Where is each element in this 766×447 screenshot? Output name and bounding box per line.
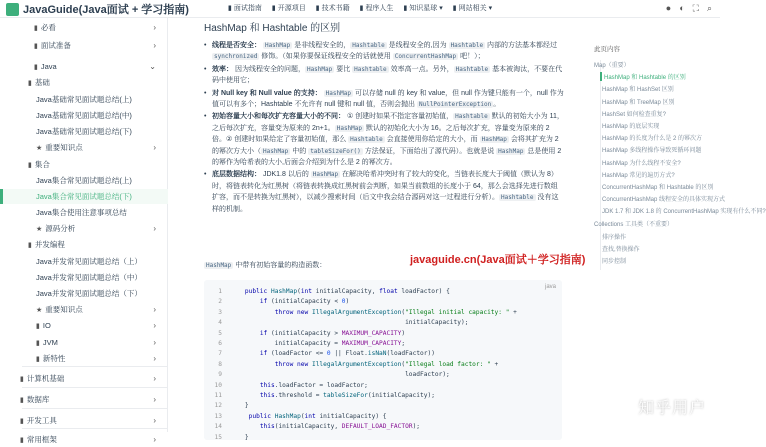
site-watermark: javaguide.cn(Java面试＋学习指南)	[410, 254, 586, 266]
sidebar-item[interactable]	[0, 75, 168, 90]
sidebar-divider	[22, 366, 168, 367]
folder-icon: ▮	[28, 241, 32, 249]
toc-item[interactable]: HashMap 常见的遍历方式?	[602, 172, 675, 179]
line-number: 5	[218, 329, 222, 337]
folder-icon: ▮	[36, 339, 40, 347]
sidebar	[0, 18, 168, 444]
hashmap-code: HashMap	[206, 262, 232, 269]
nav-link-icon: ▮	[315, 5, 320, 12]
sidebar-item[interactable]	[0, 157, 168, 172]
sidebar-item-label: 源码分析	[45, 224, 76, 233]
nav-link-label: 网站相关 ▾	[458, 5, 493, 12]
sidebar-item-label: 重要知识点	[45, 305, 83, 314]
sidebar-item-label: Java集合常见面试题总结(上)	[36, 176, 132, 185]
sidebar-item[interactable]	[0, 59, 168, 74]
sidebar-item-label: 面试准备	[40, 41, 71, 50]
code-line: 5 if (initialCapacity > MAXIMUM_CAPACITY)	[210, 329, 517, 339]
nav-link-label: 开源项目	[277, 5, 306, 12]
sidebar-item-label: 重要知识点	[45, 143, 83, 152]
top-icons	[666, 3, 712, 14]
sidebar-item-label: 开发工具	[26, 416, 57, 425]
code-line: 15 }	[210, 433, 517, 443]
chevron-icon[interactable]: ›	[153, 395, 156, 404]
code-line: 13 public HashMap(int initialCapacity) {	[210, 412, 517, 422]
toc-item[interactable]: 排序操作	[602, 234, 627, 241]
code-block	[204, 280, 562, 440]
chevron-icon[interactable]: ›	[153, 321, 156, 330]
toc-item[interactable]: HashMap 和 HashSet 区别	[602, 87, 674, 94]
constructor-caption-text: 中带有初始容量的构造函数：	[233, 262, 327, 269]
list-item: • 对 Null key 和 Null value 的支持： HashMap 可以存储 null 的 key 和 value，但 null 作为键只能有一个，null 作为值可以有多个；Hashtable 不允许有 null 键和 null 值，否则会抛出 NullPointerException 。	[204, 88, 564, 111]
toc-item[interactable]: HashSet 如何检查重复?	[602, 111, 667, 118]
nav-link-label: 知识星球 ▾	[409, 5, 443, 12]
line-number: 14	[214, 423, 222, 431]
nav-link-icon: ▮	[271, 5, 276, 12]
sidebar-item[interactable]	[0, 20, 168, 35]
sidebar-divider	[22, 408, 168, 409]
sidebar-item-label: 计算机基础	[26, 374, 65, 383]
nav-link-label: 程序人生	[365, 5, 394, 12]
comparison-list	[204, 40, 564, 216]
nav-link[interactable]	[403, 3, 442, 13]
line-number: 8	[218, 360, 222, 368]
sidebar-item[interactable]	[0, 189, 168, 204]
sidebar-item-label: Java基础常见面试题总结(上)	[36, 95, 132, 104]
toc-item[interactable]: HashMap 多线程操作导致死循环问题	[602, 148, 702, 155]
code-line: 11 this.threshold = tableSizeFor(initialCapacity);	[210, 391, 517, 401]
sidebar-item[interactable]	[0, 286, 168, 301]
star-icon: ★	[36, 306, 43, 314]
code-line: 9 loadFactor);	[210, 370, 517, 380]
code-line: 6 initialCapacity = MAXIMUM_CAPACITY;	[210, 339, 517, 349]
sidebar-item[interactable]	[0, 270, 168, 285]
code-language-label: java	[544, 284, 556, 290]
code-line: 3 throw new IllegalArgumentException("Illegal initial capacity: " +	[210, 308, 517, 318]
sidebar-item[interactable]	[0, 413, 168, 428]
folder-icon: ▮	[36, 355, 40, 363]
code-line: 4 initialCapacity);	[210, 318, 517, 328]
toc-item[interactable]: JDK 1.7 和 JDK 1.8 的 ConcurrentHashMap 实现有什么不同?	[602, 209, 766, 216]
folder-icon: ▮	[20, 375, 24, 383]
folder-icon: ▮	[20, 436, 24, 444]
sidebar-item[interactable]	[0, 254, 168, 269]
toc-item[interactable]: HashMap 和 Hashtable 的区别	[600, 72, 716, 81]
line-number: 7	[218, 350, 222, 358]
line-number: 9	[218, 371, 222, 379]
toc-rail	[600, 60, 601, 270]
sidebar-item[interactable]	[0, 173, 168, 188]
toc-item[interactable]: ConcurrentHashMap 线程安全的具体实现方式	[602, 197, 726, 204]
folder-icon: ▮	[34, 24, 38, 32]
line-number: 12	[214, 402, 222, 410]
sidebar-item-label: 必看	[40, 23, 56, 32]
sidebar-item-label: 常用框架	[26, 435, 57, 444]
chevron-icon[interactable]: ›	[153, 143, 156, 152]
folder-icon: ▮	[20, 396, 24, 404]
line-number: 11	[214, 392, 222, 400]
sidebar-item[interactable]	[0, 432, 168, 447]
code-line: 10 this.loadFactor = loadFactor;	[210, 381, 517, 391]
sidebar-item-label: Java并发常见面试题总结（上）	[36, 257, 142, 266]
folder-icon: ▮	[28, 161, 32, 169]
table-of-contents	[588, 18, 766, 432]
sidebar-item-label: Java	[40, 62, 57, 71]
chevron-icon[interactable]: ›	[153, 23, 156, 32]
sidebar-item[interactable]	[0, 318, 168, 333]
nav-link[interactable]	[316, 3, 350, 13]
star-icon: ★	[36, 144, 43, 152]
nav-link-icon: ▮	[403, 5, 408, 12]
code-line: 2 if (initialCapacity < 0)	[210, 297, 517, 307]
sidebar-item-label: Java并发常见面试题总结（中）	[36, 273, 142, 282]
chevron-icon[interactable]: ›	[153, 374, 156, 383]
chevron-icon[interactable]: ›	[153, 224, 156, 233]
sidebar-item-label: Java并发常见面试题总结（下）	[36, 289, 142, 298]
sidebar-item[interactable]	[0, 124, 168, 139]
chevron-icon[interactable]: ›	[153, 354, 156, 363]
line-number: 6	[218, 340, 222, 348]
github-icon[interactable]: ●	[665, 3, 672, 13]
section-heading: HashMap 和 Hashtable 的区别	[204, 23, 341, 34]
chevron-icon[interactable]: ›	[153, 338, 156, 347]
nav-link-icon: ▮	[228, 5, 232, 12]
sidebar-item-label: 集合	[34, 160, 50, 169]
top-navbar	[0, 0, 720, 18]
code-line: 14 this(initialCapacity, DEFAULT_LOAD_FACTOR);	[210, 422, 517, 432]
chevron-icon[interactable]: ⌄	[149, 62, 156, 71]
star-icon: ★	[36, 225, 43, 233]
sidebar-item-label: 新特性	[42, 354, 66, 363]
nav-link[interactable]	[272, 3, 306, 13]
sidebar-item[interactable]	[0, 205, 168, 220]
toc-item[interactable]: 查找,替换操作	[602, 246, 640, 253]
sidebar-item-label: Java集合使用注意事项总结	[36, 208, 127, 217]
chevron-icon[interactable]: ›	[153, 305, 156, 314]
line-number: 10	[214, 381, 222, 389]
nav-link-icon: ▮	[452, 5, 457, 12]
sidebar-item-label: Java基础常见面试题总结(下)	[36, 127, 132, 136]
toc-item[interactable]: HashMap 的底层实现	[602, 124, 660, 130]
folder-icon: ▮	[20, 417, 24, 425]
list-item: • 初始容量大小和每次扩充容量大小的不同： ① 创建时如果不指定容量初始值， Hashtable 默认的初始大小为 11，之后每次扩充，容量变为原来的 2n+1。 HashMap 默认的初始化大小为 16。之后每次扩充，容量变为原来的 2 倍。② 创建时如果给定了容量初始值，那么 Hashtable 会直接使用你给定的大小，而 HashMap 会将其扩充为 2 的幂次方大小（ HashMap 中的 tableSizeFor() 方法保证，下面给出了源代码）。也就是说 HashMap 总是使用 2 的幂作为哈希表的大小,后面会介绍到为什么是 2 的幂次方。	[204, 111, 564, 168]
sidebar-item[interactable]	[0, 392, 168, 407]
nav-link[interactable]	[360, 3, 394, 13]
toc-item[interactable]: HashMap 和 TreeMap 区别	[602, 99, 675, 106]
constructor-caption	[204, 260, 326, 270]
sidebar-item[interactable]	[0, 108, 168, 123]
sidebar-item[interactable]	[0, 237, 168, 252]
chevron-icon[interactable]: ›	[153, 416, 156, 425]
site-title[interactable]: JavaGuide(Java面试 + 学习指南)	[23, 4, 189, 16]
sidebar-item-label: 数据库	[26, 395, 50, 404]
list-item: • 效率： 因为线程安全的问题， HashMap 要比 Hashtable 效率高一点。另外， Hashtable 基本被淘汰，不要在代码中使用它；	[204, 64, 564, 87]
folder-icon: ▮	[34, 42, 38, 50]
toc-item[interactable]: HashMap 的长度为什么是 2 的幂次方	[602, 136, 703, 143]
brand[interactable]	[6, 1, 189, 17]
sidebar-item-label: Java集合常见面试题总结(下)	[36, 192, 132, 201]
line-number: 4	[218, 319, 222, 327]
toc-item[interactable]: Collections 工具类（不重要）	[594, 221, 674, 228]
sidebar-item-label: IO	[42, 321, 51, 330]
list-item: • 底层数据结构： JDK1.8 以后的 HashMap 在解决哈希冲突时有了较大的变化，当链表长度大于阈值（默认为 8）时，将链表转化为红黑树（将链表转换成红黑树前会判断，如果当前数组的长度小于 64，那么会选择先进行数组扩容，而不是转换为红黑树），以减少搜索时间（后文中我会结合源码对这一过程进行分析）。 Hashtable 没有这样的机制。	[204, 169, 564, 215]
sidebar-item[interactable]	[0, 92, 168, 107]
sidebar-item[interactable]	[0, 335, 168, 350]
line-number: 3	[218, 308, 222, 316]
code-line: 8 throw new IllegalArgumentException("Illegal load factor: " +	[210, 360, 517, 370]
line-number: 1	[218, 288, 222, 295]
list-item: • 线程是否安全： HashMap 是非线程安全的， Hashtable 是线程安全的,因为 Hashtable 内部的方法基本都经过 synchronized 修饰。（如果你要保证线程安全的话就使用 ConcurrentHashMap 吧！）；	[204, 40, 564, 63]
site-logo-icon	[6, 3, 19, 16]
code-lines	[210, 287, 517, 443]
nav-links	[228, 3, 492, 13]
sidebar-item-label: 基础	[34, 78, 50, 87]
sidebar-divider	[22, 387, 168, 388]
sidebar-item-label: Java基础常见面试题总结(中)	[36, 111, 132, 120]
toc-title: 此页内容	[594, 46, 620, 53]
folder-icon: ▮	[34, 63, 38, 71]
zhihu-watermark: 知乎用户	[637, 400, 706, 417]
chevron-icon[interactable]: ›	[153, 41, 156, 50]
sidebar-item[interactable]	[0, 371, 168, 386]
code-line: 7 if (loadFactor <= 0 || Float.isNaN(loadFactor))	[210, 349, 517, 359]
sidebar-item[interactable]	[0, 140, 168, 155]
toc-item[interactable]: Map（重要）	[594, 63, 630, 69]
sidebar-item[interactable]	[0, 38, 168, 53]
nav-link[interactable]	[453, 3, 492, 13]
sidebar-item-label: JVM	[42, 338, 58, 347]
folder-icon: ▮	[36, 322, 40, 330]
code-line: 1 public HashMap(int initialCapacity, float loadFactor) {	[210, 287, 517, 297]
nav-link[interactable]	[228, 3, 262, 13]
line-number: 2	[218, 298, 222, 306]
fullscreen-icon[interactable]: ⛶	[692, 3, 699, 13]
toc-item[interactable]: 同步控制	[602, 259, 627, 265]
sidebar-item-label: 并发编程	[34, 240, 65, 249]
sidebar-item[interactable]	[0, 302, 168, 317]
sidebar-item[interactable]	[0, 351, 168, 366]
theme-toggle-icon[interactable]: ◐	[679, 3, 685, 13]
chevron-icon[interactable]: ›	[153, 435, 156, 444]
search-icon[interactable]: ⌕	[706, 3, 712, 13]
nav-link-icon: ▮	[359, 5, 364, 12]
nav-link-label: 技术书籍	[321, 5, 350, 12]
main-content	[168, 18, 600, 441]
line-number: 13	[214, 412, 222, 420]
line-number: 15	[214, 433, 222, 441]
toc-item[interactable]: ConcurrentHashMap 和 Hashtable 的区别	[602, 185, 714, 191]
folder-icon: ▮	[28, 79, 32, 87]
sidebar-item[interactable]	[0, 221, 168, 236]
nav-link-label: 面试指南	[233, 5, 262, 12]
toc-item[interactable]: HashMap 为什么线程不安全?	[602, 160, 681, 167]
code-line: 12 }	[210, 401, 517, 411]
sidebar-divider	[22, 428, 168, 429]
